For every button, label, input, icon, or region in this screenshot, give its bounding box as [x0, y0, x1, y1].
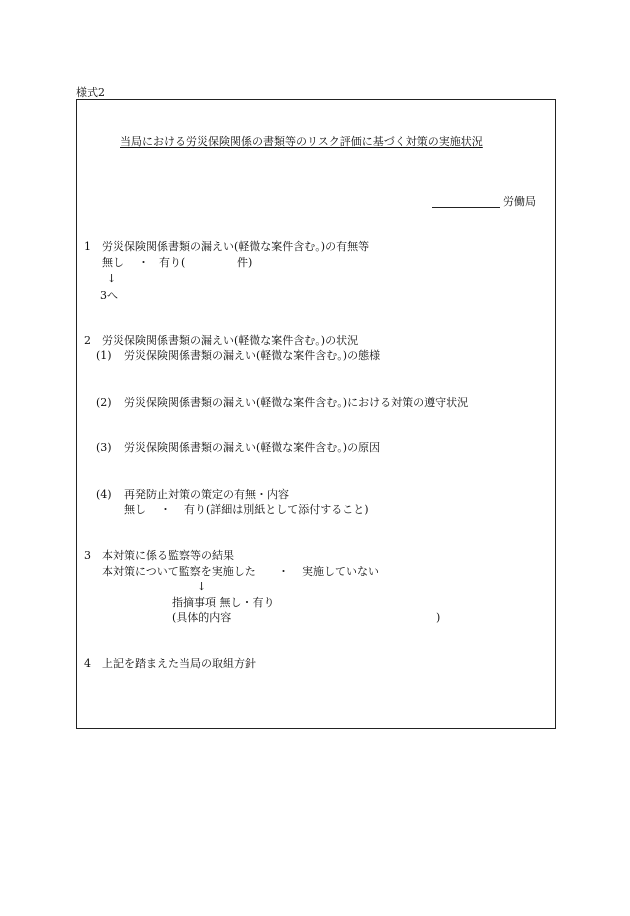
document-title: 当局における労災保険関係の書類等のリスク評価に基づく対策の実施状況	[120, 135, 483, 148]
section-2-sub3-number: (3)	[96, 441, 112, 454]
section-2-sub4-text: 再発防止対策の策定の有無・内容	[124, 488, 289, 501]
section-4-number: 4	[84, 657, 91, 670]
section-3-detail-close: )	[436, 611, 441, 624]
section-1-separator: ・	[138, 256, 149, 269]
section-2-sub2-text: 労災保険関係書類の漏えい(軽微な案件含む。)における対策の遵守状況	[124, 396, 469, 409]
bureau-suffix: 労働局	[503, 195, 536, 208]
section-1-count-unit: 件)	[237, 256, 253, 269]
section-1-goto: 3へ	[100, 289, 118, 302]
section-2-sub4-number: (4)	[96, 488, 112, 501]
section-4-heading: 上記を踏まえた当局の取組方針	[102, 657, 256, 670]
section-2-sub2-number: (2)	[96, 396, 112, 409]
section-1-none-option: 無し	[102, 256, 124, 269]
section-3-heading: 本対策に係る監察等の結果	[102, 549, 234, 562]
section-3-detail-open: (具体的内容	[172, 611, 232, 624]
section-3-done-option: 本対策について監察を実施した	[102, 565, 256, 578]
section-3-number: 3	[84, 549, 91, 562]
down-arrow-icon: ↓	[107, 272, 117, 285]
down-arrow-icon: ↓	[197, 580, 207, 593]
section-1-yes-option: 有り(	[159, 256, 186, 269]
section-3-separator: ・	[278, 565, 289, 578]
section-1-number: 1	[84, 240, 91, 253]
section-2-number: 2	[84, 334, 91, 347]
section-3-findings: 指摘事項 無し・有り	[172, 596, 275, 609]
section-1-heading: 労災保険関係書類の漏えい(軽微な案件含む。)の有無等	[102, 240, 370, 253]
section-2-sub4-yes-option: 有り(詳細は別紙として添付すること)	[184, 503, 369, 516]
form-label: 様式2	[76, 86, 105, 99]
section-3-not-done-option: 実施していない	[302, 565, 379, 578]
section-2-sub4-none-option: 無し	[124, 503, 146, 516]
section-2-sub1-number: (1)	[96, 349, 112, 362]
form-frame	[76, 99, 556, 729]
section-2-sub1-text: 労災保険関係書類の漏えい(軽微な案件含む。)の態様	[124, 349, 381, 362]
section-2-sub4-separator: ・	[160, 503, 171, 516]
section-2-heading: 労災保険関係書類の漏えい(軽微な案件含む。)の状況	[102, 334, 359, 347]
section-2-sub3-text: 労災保険関係書類の漏えい(軽微な案件含む。)の原因	[124, 441, 381, 454]
bureau-name-blank	[432, 207, 500, 208]
